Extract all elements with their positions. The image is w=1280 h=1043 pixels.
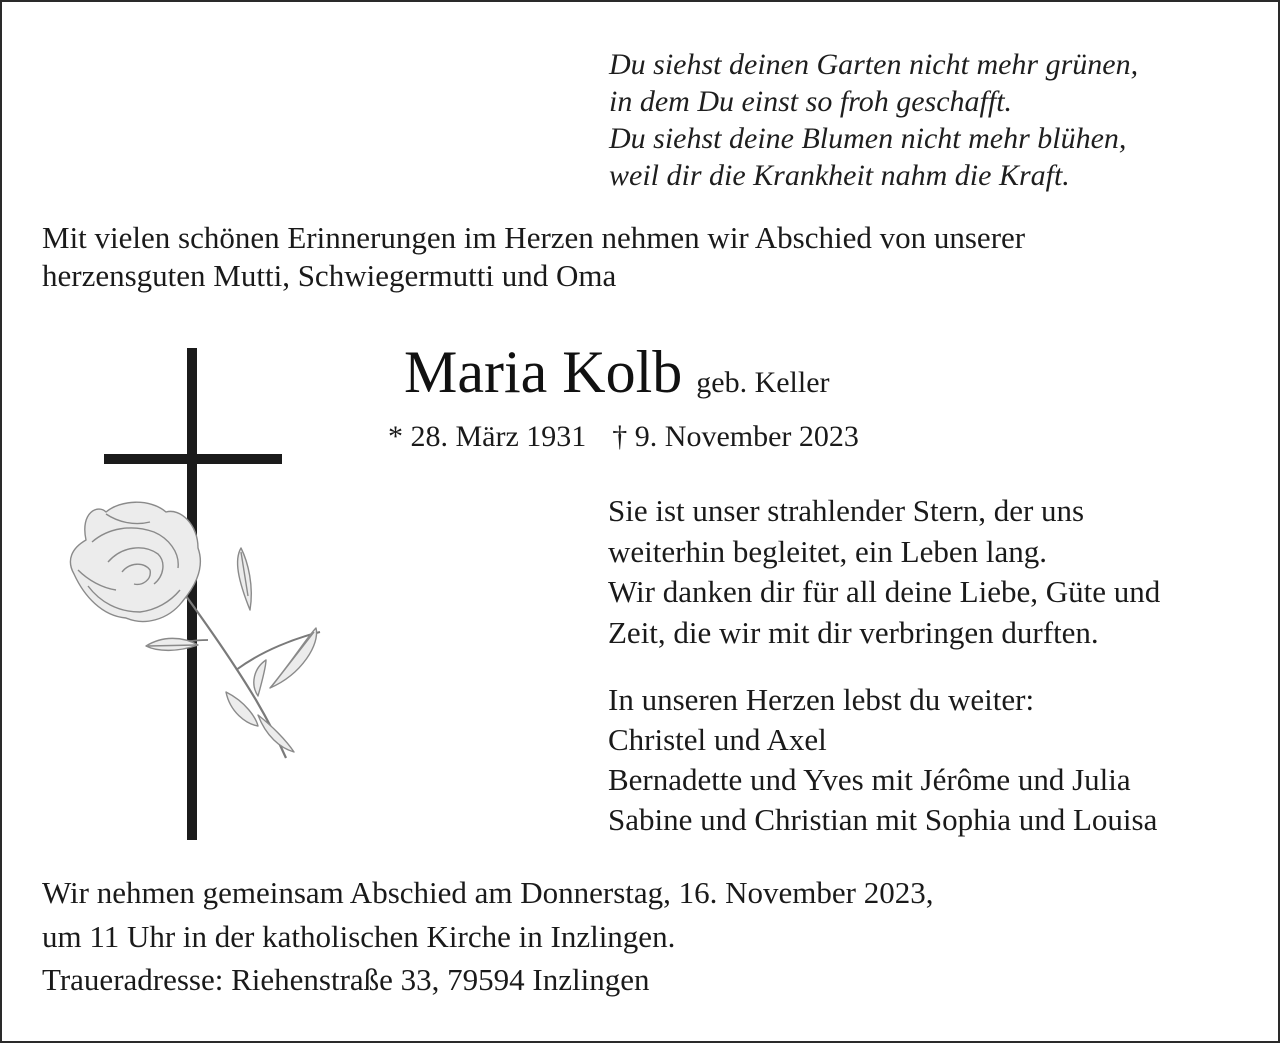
death-date: † 9. November 2023 [612,420,859,453]
intro-line: Mit vielen schönen Erinnerungen im Herzen nehmen wir Abschied von unserer [42,220,1026,255]
message-line: Wir danken dir für all deine Liebe, Güte und [608,574,1161,609]
message-line: Zeit, die wir mit dir verbringen durften. [608,614,1099,650]
poem-line: weil dir die Krankheit nahm die Kraft. [609,159,1070,192]
birth-date: * 28. März 1931 [388,420,587,453]
poem-line: in dem Du einst so froh geschafft. [609,85,1013,118]
poem-line: Du siehst deine Blumen nicht mehr blühen, [609,122,1127,155]
deceased-name: Maria Kolb [404,339,683,405]
poem-line: Du siehst deinen Garten nicht mehr grünen, [609,48,1139,81]
family-member: Sabine und Christian mit Sophia und Louisa [608,802,1158,837]
service-line: um 11 Uhr in der katholischen Kirche in Inzlingen. [42,918,676,954]
family-member: Christel und Axel [608,722,827,757]
intro-text [42,219,1025,295]
family-member: Bernadette und Yves mit Jérôme und Julia [608,762,1131,797]
message-line: weiterhin begleitet, ein Leben lang. [608,533,1047,569]
maiden-name: geb. Keller [696,366,830,399]
memorial-message [608,491,1160,653]
message-line: Sie ist unser strahlender Stern, der uns [608,493,1085,528]
intro-line: herzensguten Mutti, Schwiegermutti und Oma [42,258,617,293]
family-list [608,680,1157,840]
mourning-address: Traueradresse: Riehenstraße 33, 79594 Inzlingen [42,962,650,997]
poem [609,46,1138,194]
family-heading: In unseren Herzen lebst du weiter: [608,682,1035,717]
service-details [42,871,934,1002]
life-dates [388,418,859,456]
cross-and-rose-illustration [58,340,328,845]
deceased-name-row [404,336,830,408]
service-line: Wir nehmen gemeinsam Abschied am Donnerstag, 16. November 2023, [42,875,934,910]
